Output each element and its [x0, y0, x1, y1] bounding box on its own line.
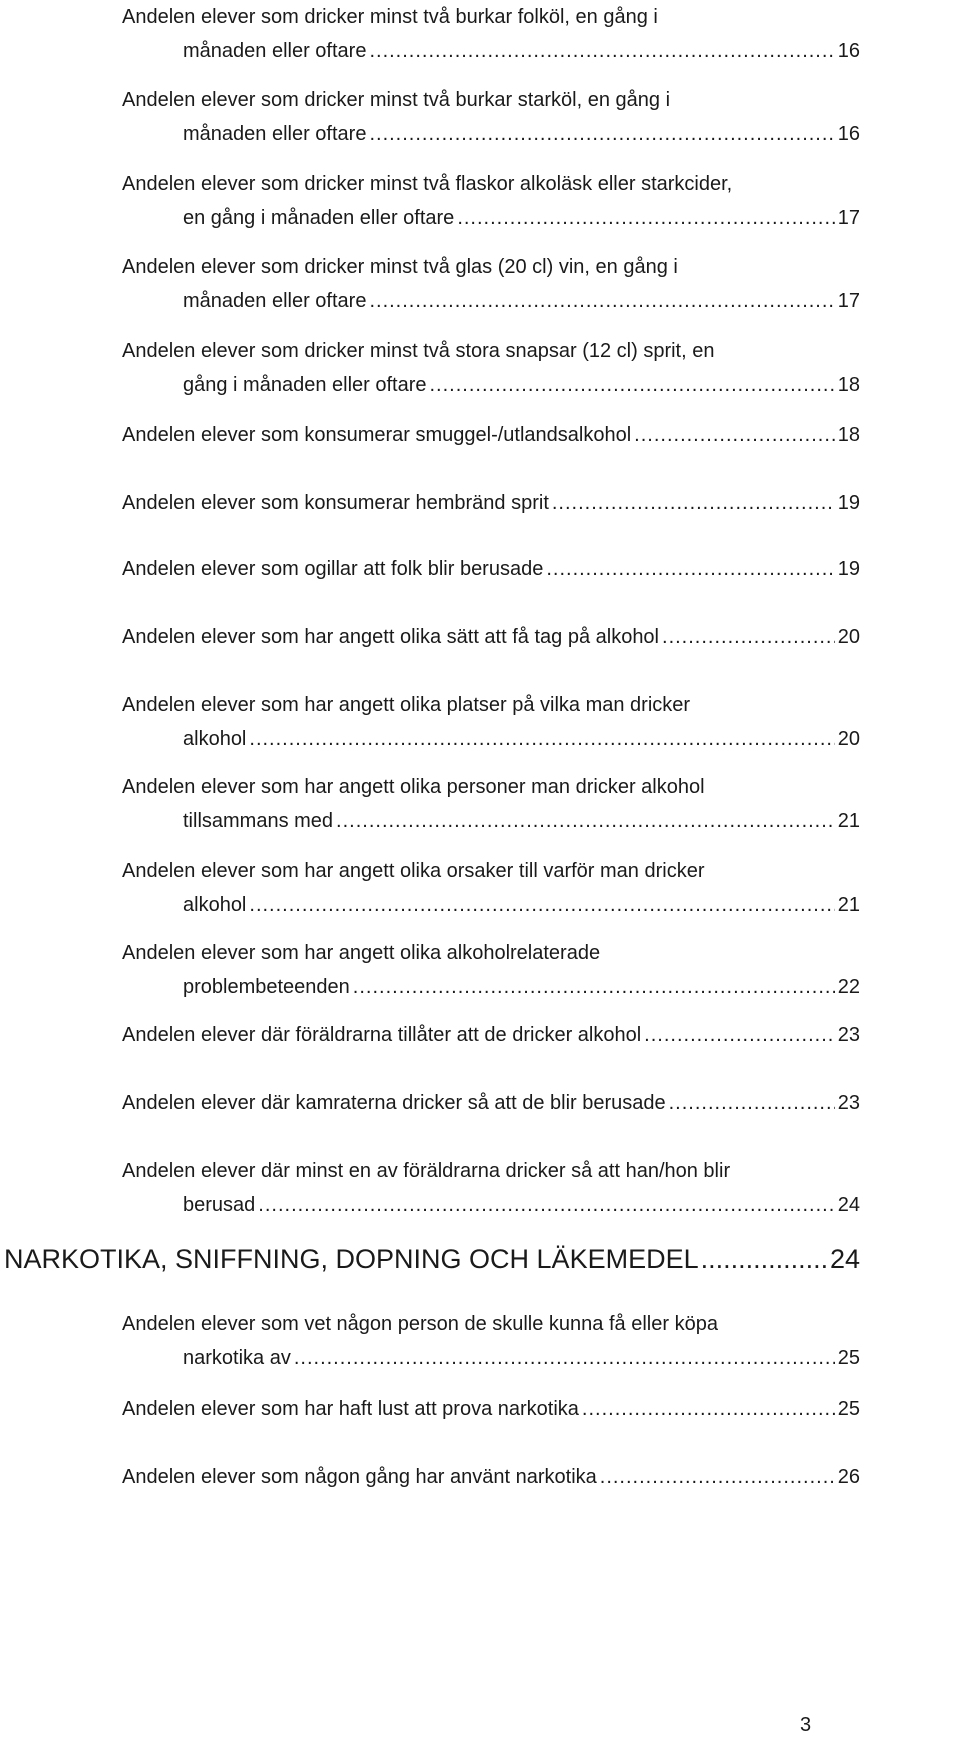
toc-entry[interactable] [122, 250, 860, 318]
toc-page-number: 20 [837, 626, 860, 648]
toc-entry-title: Andelen elever som har angett olika sätt att få tag på alkohol [122, 626, 660, 648]
toc-page-number: 22 [837, 976, 860, 998]
toc-entry-title: Andelen elever där föräldrarna tillåter att de dricker alkohol [122, 1024, 642, 1046]
toc-entry[interactable] [122, 486, 860, 520]
toc-entry[interactable] [122, 1154, 860, 1222]
toc-entry-title: Andelen elever som har angett olika alkoholrelaterade [122, 942, 601, 964]
dot-leader [634, 418, 835, 452]
toc-page-number: 23 [837, 1092, 860, 1114]
toc-entry-title: Andelen elever som konsumerar smuggel-/utlandsalkohol [122, 424, 632, 446]
toc-entry-title: Andelen elever som någon gång har använt narkotika [122, 1466, 597, 1488]
dot-leader [369, 284, 834, 318]
dot-leader [457, 201, 834, 235]
dot-leader [430, 368, 835, 402]
toc-entry-title-continuation: alkohol [183, 894, 247, 916]
toc-entry-title-continuation: tillsammans med [183, 810, 334, 832]
dot-leader [369, 117, 834, 151]
toc-page-number: 18 [837, 374, 860, 396]
toc-entry[interactable] [122, 936, 860, 1004]
dot-leader [294, 1341, 835, 1375]
toc-entry-title: Andelen elever som dricker minst två burkar folköl, en gång i [122, 6, 658, 28]
dot-leader [258, 1188, 834, 1222]
dot-leader [336, 804, 835, 838]
dot-leader [582, 1392, 835, 1426]
toc-page-number: 21 [837, 810, 860, 832]
toc-entry-title: Andelen elever som vet någon person de skulle kunna få eller köpa [122, 1313, 718, 1335]
toc-page-number: 19 [837, 492, 860, 514]
dot-leader [353, 970, 835, 1004]
toc-entry-title: Andelen elever som har haft lust att prova narkotika [122, 1398, 579, 1420]
toc-page-number: 24 [829, 1244, 860, 1274]
toc-entry-title: Andelen elever som konsumerar hembränd sprit [122, 492, 549, 514]
toc-entry[interactable] [122, 1392, 860, 1426]
toc-entry[interactable] [122, 334, 860, 402]
toc-page-number: 20 [837, 728, 860, 750]
toc-entry-title-continuation: en gång i månaden eller oftare [183, 207, 455, 229]
toc-entry[interactable] [122, 0, 860, 68]
toc-entry-title-continuation: narkotika av [183, 1347, 291, 1369]
dot-leader [600, 1460, 835, 1494]
dot-leader [546, 552, 834, 586]
toc-entry-title-continuation: månaden eller oftare [183, 290, 367, 312]
dot-leader [552, 486, 835, 520]
toc-entry[interactable] [122, 418, 860, 452]
toc-entry-title: Andelen elever som har angett olika personer man dricker alkohol [122, 776, 705, 798]
toc-page-number: 19 [837, 558, 860, 580]
toc-entry-title: Andelen elever där kamraterna dricker så att de blir berusade [122, 1092, 666, 1114]
page-number: 3 [800, 1714, 812, 1736]
toc-page-number: 25 [837, 1347, 860, 1369]
toc-entry-title: Andelen elever som dricker minst två stora snapsar (12 cl) sprit, en [122, 340, 715, 362]
toc-page-number: 21 [837, 894, 860, 916]
toc-section-heading[interactable] [4, 1240, 860, 1278]
toc-page-number: 16 [837, 123, 860, 145]
toc-entry[interactable] [122, 1086, 860, 1120]
toc-entry-title: Andelen elever som dricker minst två burkar starköl, en gång i [122, 89, 671, 111]
toc-page-number: 25 [837, 1398, 860, 1420]
toc-entry-title: Andelen elever som har angett olika platser på vilka man dricker [122, 694, 691, 716]
toc-entry-title: Andelen elever som dricker minst två glas (20 cl) vin, en gång i [122, 256, 678, 278]
toc-entry[interactable] [122, 1307, 860, 1375]
section-heading-title: NARKOTIKA, SNIFFNING, DOPNING OCH LÄKEMEDEL [4, 1244, 699, 1274]
dot-leader [249, 722, 834, 756]
dot-leader [662, 620, 835, 654]
toc-page-number: 18 [837, 424, 860, 446]
toc-entry-title-continuation: alkohol [183, 728, 247, 750]
toc-entry-title: Andelen elever som dricker minst två flaskor alkoläsk eller starkcider, [122, 173, 733, 195]
toc-entry[interactable] [122, 620, 860, 654]
toc-page-number: 16 [837, 40, 860, 62]
toc-entry[interactable] [122, 770, 860, 838]
toc-entry-title: Andelen elever som har angett olika orsaker till varför man dricker [122, 860, 705, 882]
toc-entry[interactable] [122, 552, 860, 586]
dot-leader [701, 1240, 828, 1278]
toc-entry-title: Andelen elever där minst en av föräldrarna dricker så att han/hon blir [122, 1160, 731, 1182]
dot-leader [644, 1018, 835, 1052]
dot-leader [669, 1086, 835, 1120]
toc-entry-title-continuation: berusad [183, 1194, 256, 1216]
toc-entry-title-continuation: månaden eller oftare [183, 40, 367, 62]
toc-entry[interactable] [122, 1460, 860, 1494]
toc-entry[interactable] [122, 688, 860, 756]
toc-entry-title-continuation: gång i månaden eller oftare [183, 374, 427, 396]
toc-page-number: 24 [837, 1194, 860, 1216]
toc-page-number: 23 [837, 1024, 860, 1046]
toc-page-number: 17 [837, 290, 860, 312]
toc-entry[interactable] [122, 1018, 860, 1052]
dot-leader [369, 34, 834, 68]
toc-entry[interactable] [122, 854, 860, 922]
toc-entry-title: Andelen elever som ogillar att folk blir berusade [122, 558, 544, 580]
toc-page-number: 17 [837, 207, 860, 229]
toc-entry-title-continuation: problembeteenden [183, 976, 350, 998]
toc-entry-title-continuation: månaden eller oftare [183, 123, 367, 145]
toc-page-number: 26 [837, 1466, 860, 1488]
toc-entry[interactable] [122, 167, 860, 235]
dot-leader [249, 888, 834, 922]
toc-entry[interactable] [122, 83, 860, 151]
